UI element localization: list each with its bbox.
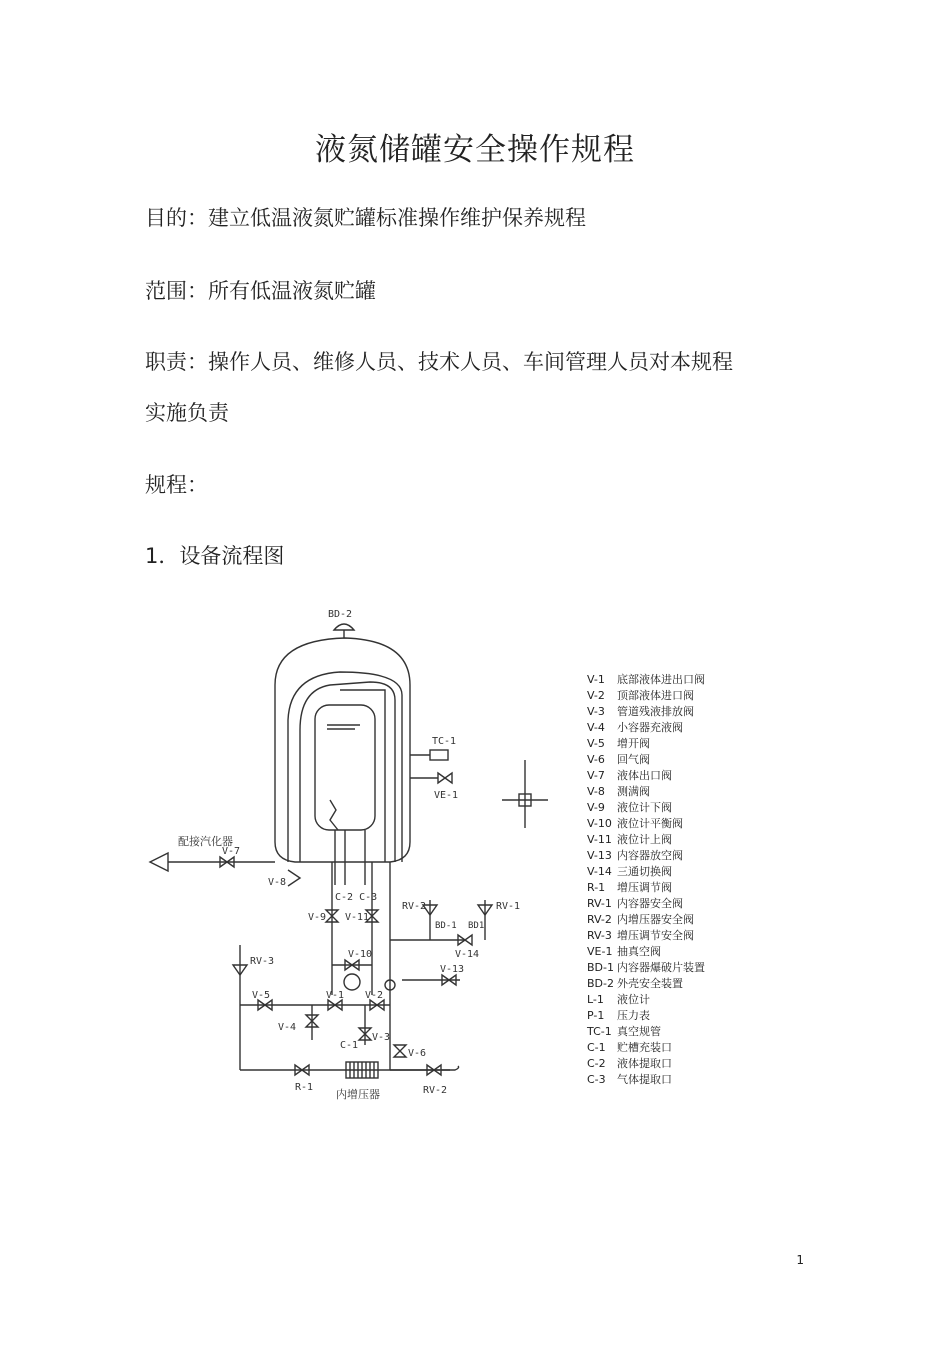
svg-text:BD-1: BD-1	[435, 921, 457, 931]
legend-code: V-1	[587, 673, 605, 686]
legend-description: 增开阀	[617, 737, 650, 750]
legend-code: V-7	[587, 769, 605, 782]
legend-code: C-3	[587, 1073, 606, 1086]
legend-code: BD-2	[587, 977, 614, 990]
svg-text:V-14: V-14	[455, 949, 480, 960]
legend-code: R-1	[587, 881, 606, 894]
legend-code: V-5	[587, 737, 605, 750]
legend-item	[587, 1040, 757, 1056]
svg-text:C-1: C-1	[340, 1040, 359, 1051]
svg-text:内增压器: 内增压器	[336, 1088, 380, 1101]
legend-item	[587, 1024, 757, 1040]
svg-text:V-13: V-13	[440, 964, 465, 975]
legend-code: C-2	[587, 1057, 606, 1070]
legend-code: V-3	[587, 705, 605, 718]
legend-item	[587, 864, 757, 880]
legend-description: 液位计下阀	[617, 801, 672, 814]
legend-code: C-1	[587, 1041, 606, 1054]
duty-line-1: 职责：操作人员、维修人员、技术人员、车间管理人员对本规程	[145, 350, 733, 374]
legend-item	[587, 992, 757, 1008]
legend-description: 增压调节安全阀	[617, 929, 694, 942]
legend-code: V-14	[587, 865, 612, 878]
legend-code: V-9	[587, 801, 605, 814]
legend-code: BD-1	[587, 961, 614, 974]
legend-description: 压力表	[617, 1009, 650, 1022]
svg-text:V-8: V-8	[268, 877, 287, 888]
svg-text:配接汽化器: 配接汽化器	[178, 835, 233, 848]
svg-text:V-10: V-10	[348, 949, 373, 960]
legend-item	[587, 896, 757, 912]
bd2-symbol	[334, 624, 354, 630]
legend-item	[587, 784, 757, 800]
legend-description: 液体提取口	[617, 1057, 672, 1070]
legend-code: P-1	[587, 1009, 605, 1022]
legend-code: L-1	[587, 993, 604, 1006]
svg-text:BD1: BD1	[468, 921, 485, 931]
page-number: 1	[796, 1253, 804, 1267]
legend-item	[587, 704, 757, 720]
purpose-line: 目的：建立低温液氮贮罐标准操作维护保养规程	[145, 206, 586, 230]
legend-item	[587, 848, 757, 864]
legend-description: 外壳安全装置	[617, 977, 683, 990]
svg-text:V-6: V-6	[408, 1048, 427, 1059]
svg-text:V-2: V-2	[365, 990, 384, 1001]
inner-vessel	[315, 705, 375, 830]
procedure-heading: 规程：	[145, 473, 208, 497]
legend-item	[587, 672, 757, 688]
legend-item	[587, 768, 757, 784]
legend-description: 液位计上阀	[617, 833, 672, 846]
legend-item	[587, 928, 757, 944]
legend-code: VE-1	[587, 945, 613, 958]
legend-description: 底部液体进出口阀	[617, 673, 705, 686]
legend-item	[587, 800, 757, 816]
legend-description: 抽真空阀	[617, 945, 661, 958]
legend-item	[587, 832, 757, 848]
legend-code: V-8	[587, 785, 605, 798]
legend-description: 内容器爆破片装置	[617, 961, 705, 974]
svg-text:C-2 C-3: C-2 C-3	[335, 892, 378, 903]
legend-description: 小容器充液阀	[617, 721, 683, 734]
legend-item	[587, 1008, 757, 1024]
svg-text:V-4: V-4	[278, 1022, 297, 1033]
legend-item	[587, 1056, 757, 1072]
legend-description: 测满阀	[617, 785, 650, 798]
legend-code: RV-3	[587, 929, 612, 942]
svg-text:RV-2: RV-2	[402, 901, 427, 912]
legend-description: 贮槽充装口	[617, 1041, 672, 1054]
legend-item	[587, 688, 757, 704]
legend-item	[587, 720, 757, 736]
legend-item	[587, 736, 757, 752]
scope-line: 范围：所有低温液氮贮罐	[145, 279, 376, 303]
svg-text:R-1: R-1	[295, 1082, 314, 1093]
legend-description: 内容器安全阀	[617, 897, 683, 910]
legend-description: 管道残液排放阀	[617, 705, 694, 718]
legend-item	[587, 880, 757, 896]
legend-description: 真空规管	[617, 1025, 661, 1038]
legend-code: V-13	[587, 849, 612, 862]
legend-item	[587, 944, 757, 960]
legend-description: 回气阀	[617, 753, 650, 766]
legend-item	[587, 752, 757, 768]
legend-item	[587, 816, 757, 832]
legend-description: 液位计	[617, 993, 650, 1006]
svg-text:V-9: V-9	[308, 912, 327, 923]
legend-code: RV-1	[587, 897, 612, 910]
legend-code: V-10	[587, 817, 612, 830]
svg-text:TC-1: TC-1	[432, 736, 457, 747]
diagram-legend	[587, 672, 757, 1088]
svg-text:RV-2: RV-2	[423, 1085, 448, 1096]
legend-item	[587, 912, 757, 928]
document-title: 液氮储罐安全操作规程	[315, 132, 635, 168]
svg-text:V-5: V-5	[252, 990, 271, 1001]
legend-description: 气体提取口	[617, 1073, 672, 1086]
bd2-label: BD-2	[328, 609, 353, 620]
duty-line-2: 实施负责	[145, 401, 229, 425]
legend-description: 内容器放空阀	[617, 849, 683, 862]
legend-code: V-4	[587, 721, 605, 734]
legend-code: V-6	[587, 753, 605, 766]
legend-description: 增压调节阀	[617, 881, 672, 894]
section-1-heading: 1．设备流程图	[145, 544, 285, 568]
legend-description: 液位计平衡阀	[617, 817, 683, 830]
legend-code: RV-2	[587, 913, 612, 926]
svg-text:V-11: V-11	[345, 912, 370, 923]
legend-description: 顶部液体进口阀	[617, 689, 694, 702]
svg-text:V-1: V-1	[326, 990, 345, 1001]
legend-code: TC-1	[587, 1025, 612, 1038]
legend-description: 内增压器安全阀	[617, 913, 694, 926]
legend-item	[587, 1072, 757, 1088]
svg-text:RV-1: RV-1	[496, 901, 521, 912]
legend-code: V-2	[587, 689, 605, 702]
legend-description: 三通切换阀	[617, 865, 672, 878]
legend-code: V-11	[587, 833, 612, 846]
svg-text:RV-3: RV-3	[250, 956, 275, 967]
legend-item	[587, 960, 757, 976]
svg-text:VE-1: VE-1	[434, 790, 459, 801]
svg-text:V-7: V-7	[222, 846, 241, 857]
legend-description: 液体出口阀	[617, 769, 672, 782]
svg-text:V-3: V-3	[372, 1032, 391, 1043]
legend-item	[587, 976, 757, 992]
